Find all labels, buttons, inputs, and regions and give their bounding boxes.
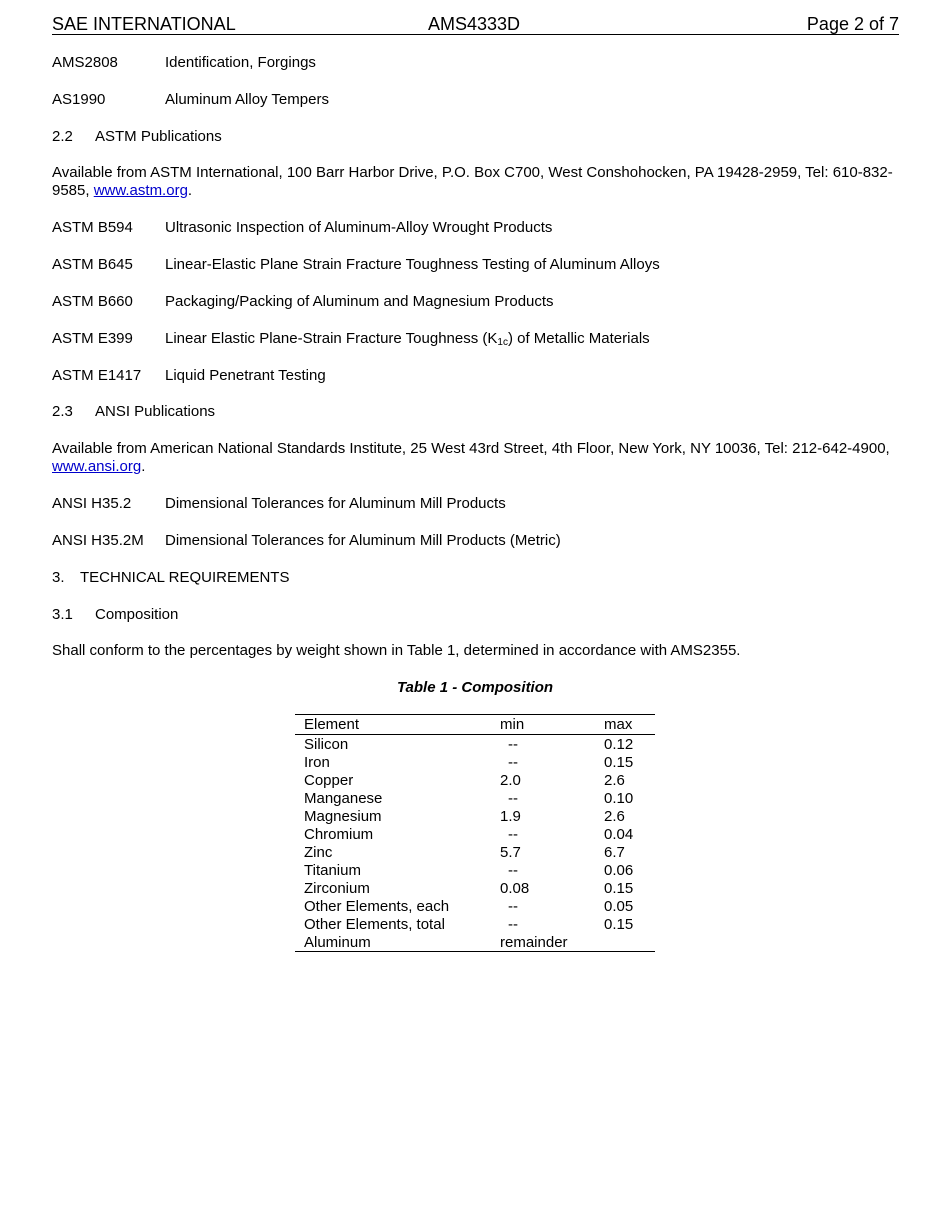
composition-table xyxy=(295,714,655,952)
cell-min: 5.7 xyxy=(500,844,521,861)
reference-title: Linear-Elastic Plane Strain Fracture Toughness Testing of Aluminum Alloys xyxy=(165,256,660,273)
section-number: 2.3 xyxy=(52,403,73,420)
table-row xyxy=(295,861,655,879)
cell-min: -- xyxy=(508,754,518,771)
table-row xyxy=(295,825,655,843)
cell-min: -- xyxy=(508,898,518,915)
reference-title: Dimensional Tolerances for Aluminum Mill Products xyxy=(165,495,506,512)
table-row xyxy=(295,735,655,753)
table-row xyxy=(295,879,655,897)
cell-min: -- xyxy=(508,736,518,753)
reference-code: ANSI H35.2M xyxy=(52,532,144,549)
table-row xyxy=(295,933,655,951)
cell-max: 0.06 xyxy=(604,862,634,879)
reference-code: ASTM B594 xyxy=(52,219,133,236)
cell-element: Other Elements, total xyxy=(304,916,445,933)
composition-paragraph: Shall conform to the percentages by weight shown in Table 1, determined in accordance with AMS2355. xyxy=(52,642,741,659)
cell-max: 6.7 xyxy=(604,844,625,861)
ansi-availability-paragraph xyxy=(52,440,900,476)
reference-code: ASTM E1417 xyxy=(52,367,142,384)
reference-code: ASTM B660 xyxy=(52,293,133,310)
column-header-element: Element xyxy=(304,716,360,733)
cell-element: Titanium xyxy=(304,862,361,879)
table-row xyxy=(295,843,655,861)
table-row xyxy=(295,753,655,771)
cell-element: Manganese xyxy=(304,790,383,807)
table-row xyxy=(295,789,655,807)
cell-element: Copper xyxy=(304,772,354,789)
availability-text: Available from ASTM International, 100 Barr Harbor Drive, P.O. Box C700, West Conshohocken, PA 19428-2959, Tel: 610-832-9585, xyxy=(52,164,893,199)
cell-max: 2.6 xyxy=(604,772,625,789)
cell-min: remainder xyxy=(500,934,568,951)
cell-max: 0.04 xyxy=(604,826,634,843)
table-body xyxy=(295,735,655,951)
section-title: Composition xyxy=(95,606,179,623)
cell-max: 0.12 xyxy=(604,736,634,753)
cell-element: Aluminum xyxy=(304,934,371,951)
cell-element: Magnesium xyxy=(304,808,382,825)
reference-code: ANSI H35.2 xyxy=(52,495,132,512)
cell-element: Zirconium xyxy=(304,880,370,897)
astm-availability-paragraph xyxy=(52,164,900,200)
reference-title-pre: Linear Elastic Plane-Strain Fracture Toughness (K xyxy=(165,330,498,347)
cell-max: 0.10 xyxy=(604,790,634,807)
reference-title: Dimensional Tolerances for Aluminum Mill Products (Metric) xyxy=(165,532,561,549)
astm-website-link[interactable]: www.astm.org xyxy=(93,182,188,199)
cell-element: Other Elements, each xyxy=(304,898,450,915)
reference-title: Identification, Forgings xyxy=(165,54,316,71)
table-row xyxy=(295,897,655,915)
reference-title: Aluminum Alloy Tempers xyxy=(165,91,329,108)
cell-min: 1.9 xyxy=(500,808,521,825)
reference-title-subscript: 1c xyxy=(497,337,508,348)
availability-text: Available from American National Standards Institute, 25 West 43rd Street, 4th Floor, New York, NY 10036, Tel: 212-642-4900, xyxy=(52,440,890,457)
table-header-row xyxy=(295,715,655,735)
table-row xyxy=(295,807,655,825)
section-number: 3.1 xyxy=(52,606,73,623)
cell-max: 2.6 xyxy=(604,808,625,825)
availability-end: . xyxy=(187,182,193,199)
cell-max: 0.15 xyxy=(604,754,634,771)
cell-min: -- xyxy=(508,862,518,879)
header-page-number: Page 2 of 7 xyxy=(806,14,899,34)
cell-element: Iron xyxy=(304,754,330,771)
cell-element: Chromium xyxy=(304,826,374,843)
cell-min: 0.08 xyxy=(500,880,530,897)
cell-min: -- xyxy=(508,916,518,933)
column-header-min: min xyxy=(500,716,525,733)
availability-end: . xyxy=(141,458,146,475)
reference-title xyxy=(165,330,650,347)
ansi-website-link[interactable]: www.ansi.org xyxy=(52,458,142,475)
cell-element: Zinc xyxy=(304,844,333,861)
reference-code: AMS2808 xyxy=(52,54,118,71)
cell-min: -- xyxy=(508,790,518,807)
reference-code: AS1990 xyxy=(52,91,106,108)
cell-min: -- xyxy=(508,826,518,843)
reference-code: ASTM B645 xyxy=(52,256,133,273)
cell-max: 0.15 xyxy=(604,880,634,897)
section-title: ASTM Publications xyxy=(95,128,222,145)
page-header xyxy=(52,12,899,35)
reference-title: Liquid Penetrant Testing xyxy=(165,367,326,384)
table-row xyxy=(295,771,655,789)
cell-min: 2.0 xyxy=(500,772,521,789)
cell-max: 0.05 xyxy=(604,898,634,915)
cell-element: Silicon xyxy=(304,736,349,753)
section-title: TECHNICAL REQUIREMENTS xyxy=(80,569,290,586)
cell-max: 0.15 xyxy=(604,916,634,933)
header-organization: SAE INTERNATIONAL xyxy=(52,14,236,34)
table-row xyxy=(295,915,655,933)
section-title: ANSI Publications xyxy=(95,403,216,420)
section-number: 3. xyxy=(52,569,65,586)
reference-code: ASTM E399 xyxy=(52,330,133,347)
section-number: 2.2 xyxy=(52,128,73,145)
reference-title-post: ) of Metallic Materials xyxy=(507,330,650,347)
header-document-id: AMS4333D xyxy=(428,14,521,34)
reference-title: Ultrasonic Inspection of Aluminum-Alloy Wrought Products xyxy=(165,219,553,236)
table-caption: Table 1 - Composition xyxy=(396,679,554,696)
column-header-max: max xyxy=(604,716,633,733)
reference-title: Packaging/Packing of Aluminum and Magnesium Products xyxy=(165,293,554,310)
